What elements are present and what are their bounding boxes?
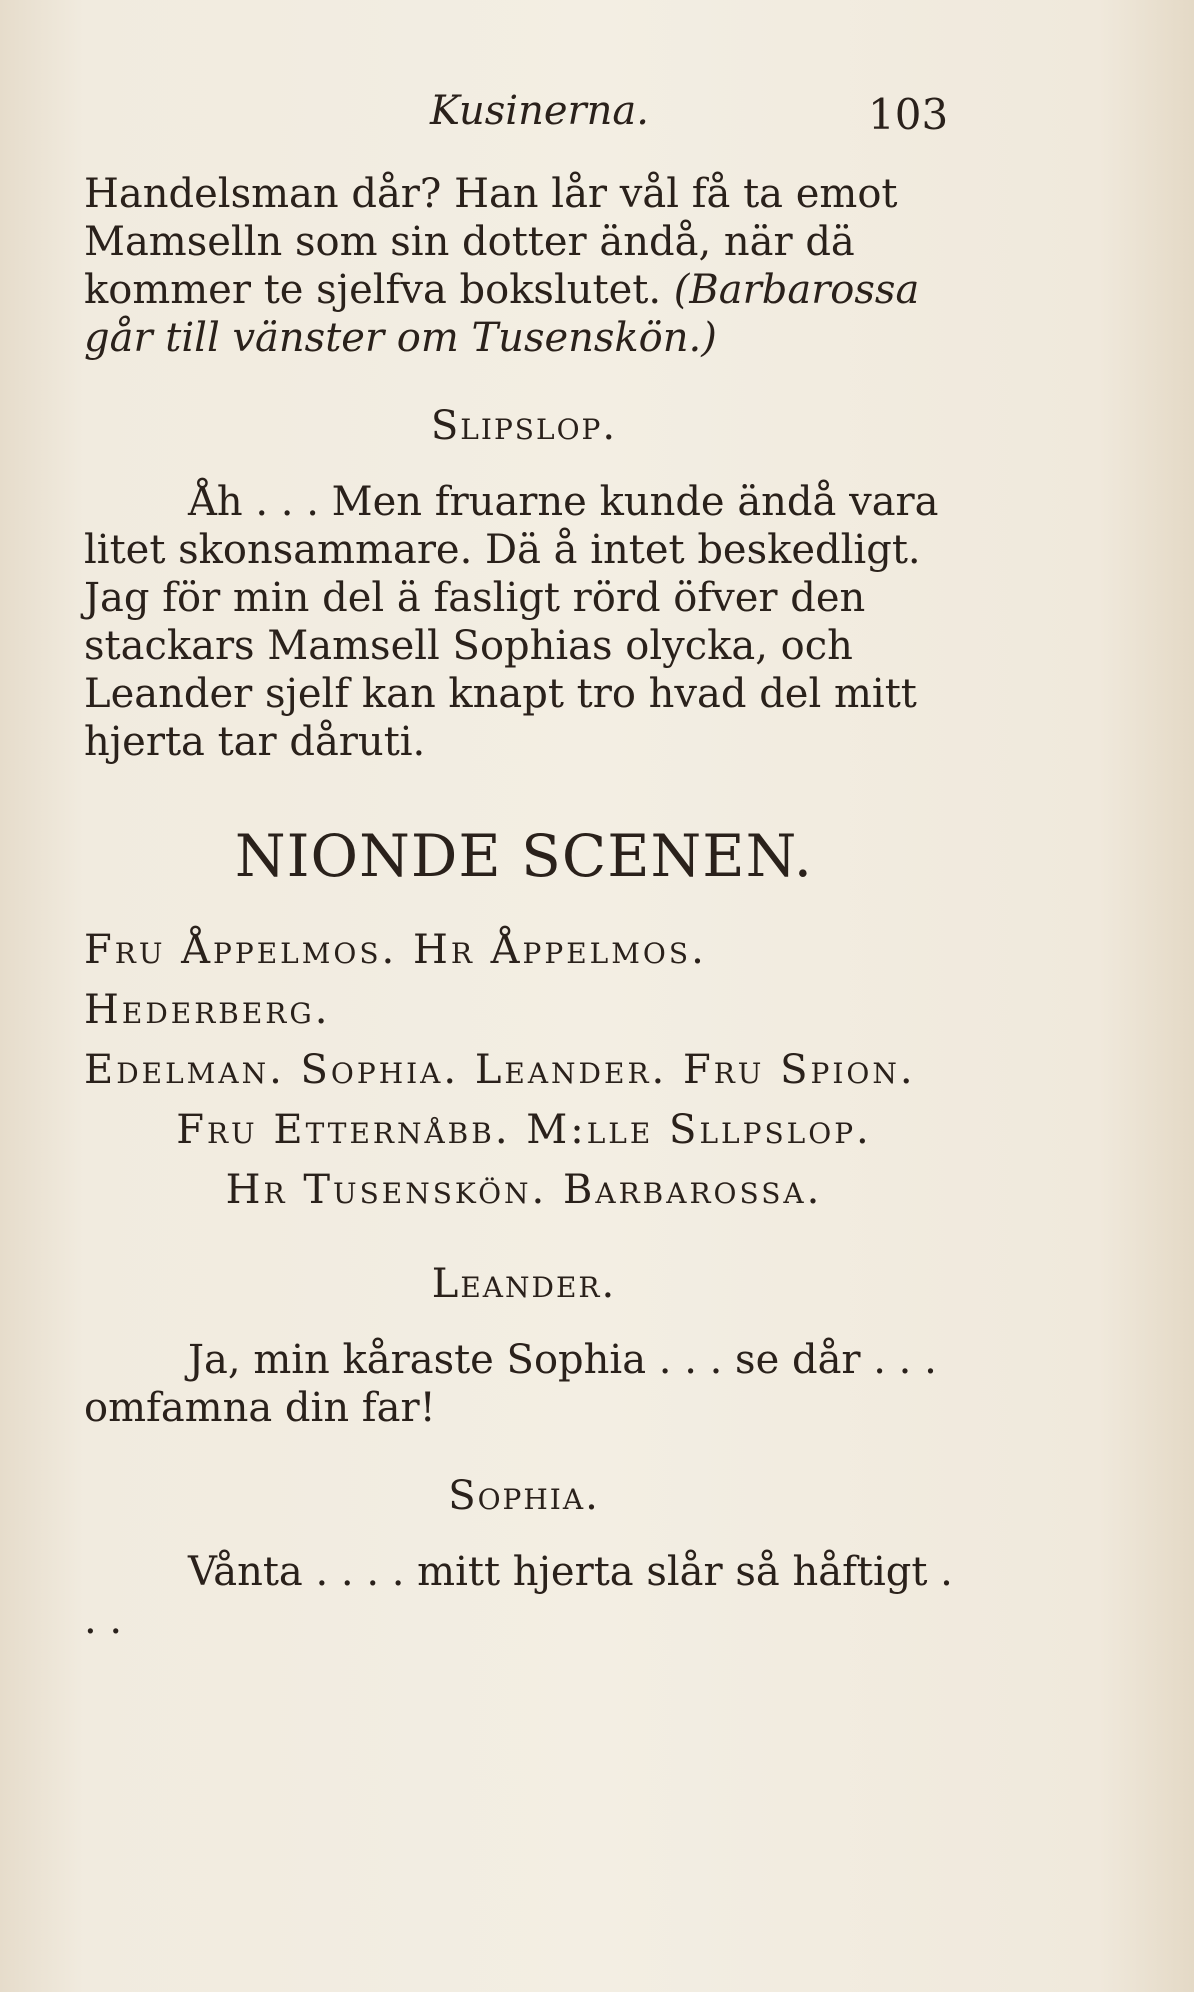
- stage-direction: (Barbarossa går till vänster om Tusenskön.): [84, 267, 920, 361]
- page-number: 103: [868, 90, 949, 139]
- page-body: [84, 170, 964, 1644]
- cast-list: [84, 920, 964, 1220]
- cast-line: Edelman. Sophia. Leander. Fru Spion.: [84, 1047, 916, 1093]
- running-title: Kusinerna.: [430, 88, 649, 134]
- paragraph-slipslop: Åh . . . Men fruarne kunde ändå vara litet skonsammare. Dä å intet beskedligt. Jag för min del ä fasligt rörd öfver den stackars Mamsell Sophias olycka, och Leander sjelf kan knapt tro hvad del mitt hjerta tar dåruti.: [84, 479, 939, 765]
- cast-line: Fru Åppelmos. Hr Åppelmos. Hederberg.: [84, 927, 707, 1033]
- scene-title: NIONDE SCENEN.: [234, 822, 814, 890]
- paragraph-leander: Ja, min kåraste Sophia . . . se dår . . . omfamna din far!: [84, 1337, 937, 1431]
- speaker-slipslop: Slipslop.: [430, 403, 618, 449]
- paragraph-sophia: Vånta . . . . mitt hjerta slår så håftigt . . .: [84, 1549, 953, 1643]
- speaker-leander: Leander.: [431, 1261, 617, 1307]
- cast-line: Fru Etternåbb. M:lle Sllpslop.: [176, 1107, 872, 1153]
- cast-line: Hr Tusenskön. Barbarossa.: [225, 1167, 823, 1213]
- speaker-sophia: Sophia.: [448, 1473, 600, 1519]
- page-header: [0, 88, 1194, 148]
- paragraph-handelsman: [84, 170, 964, 362]
- paragraph-text: Handelsman dår? Han lår vål få ta emot Mamselln som sin dotter ändå, när dä kommer te sjelfva bokslutet.: [84, 171, 898, 313]
